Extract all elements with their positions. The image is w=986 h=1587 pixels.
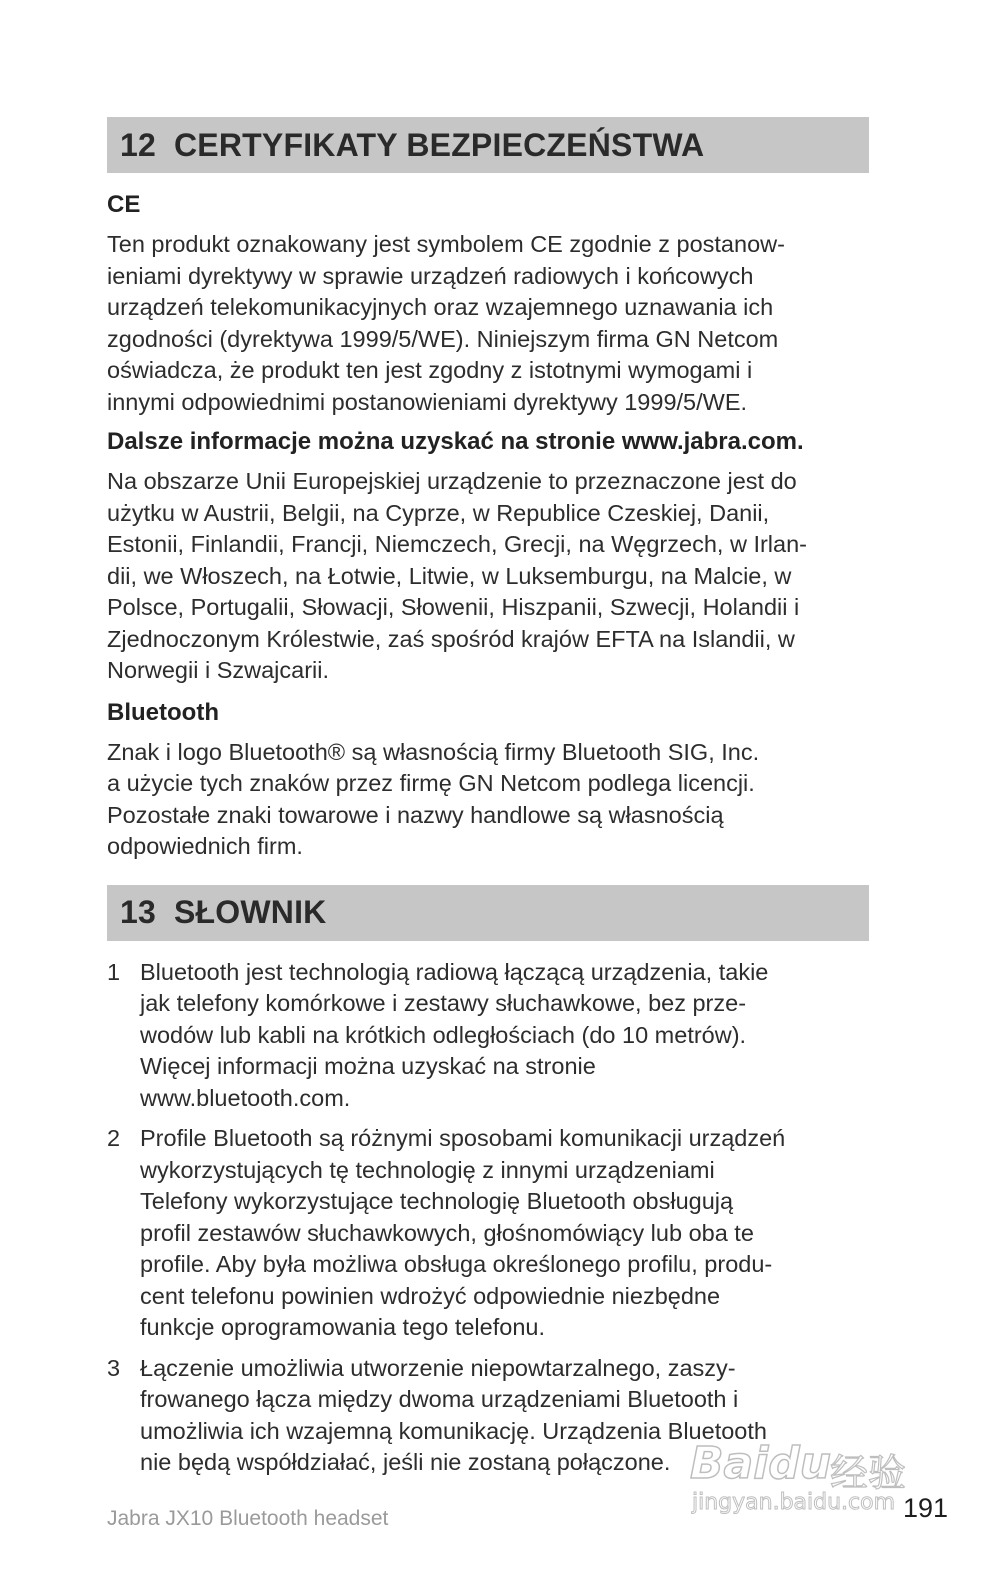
glossary-list	[107, 957, 869, 1479]
glossary-line: nie będą współdziałać, jeśli nie zostaną połączone.	[140, 1449, 671, 1475]
eu-line: Na obszarze Unii Europejskiej urządzenie to przeznaczone jest do	[107, 468, 797, 494]
glossary-line: Łączenie umożliwia utworzenie niepowtarzalnego, zaszy-	[140, 1354, 736, 1381]
glossary-line: www.bluetooth.com.	[140, 1084, 351, 1111]
glossary-line: Więcej informacji można uzyskać na stronie	[140, 1053, 596, 1079]
section-12-header	[107, 117, 869, 173]
eu-line: Norwegii i Szwajcarii.	[107, 657, 329, 683]
glossary-item-number: 1	[107, 958, 121, 985]
glossary-line: profile. Aby była możliwa obsługa określonego profilu, produ-	[140, 1251, 773, 1277]
glossary-line: cent telefonu powinien wdrożyć odpowiednie niezbędne	[140, 1282, 721, 1309]
section-13-header	[107, 885, 869, 941]
watermark-url: jingyan.baidu.com	[692, 1490, 896, 1515]
info-line: Dalsze informacje można uzyskać na stronie www.jabra.com.	[107, 428, 804, 455]
glossary-item-number: 2	[107, 1125, 121, 1151]
glossary-item-text	[140, 1123, 869, 1344]
glossary-line: funkcje oprogramowania tego telefonu.	[140, 1314, 545, 1340]
glossary-item	[107, 1353, 869, 1479]
ce-line: innymi odpowiednimi postanowieniami dyrektywy 1999/5/WE.	[107, 388, 748, 415]
glossary-item-number: 3	[107, 1354, 121, 1381]
bluetooth-paragraph	[107, 737, 869, 863]
page-number: 191	[902, 1493, 948, 1523]
glossary-line: Profile Bluetooth są różnymi sposobami komunikacji urządzeń	[140, 1125, 786, 1151]
bluetooth-line: odpowiednich firm.	[107, 833, 303, 859]
section-13-number: 13	[120, 894, 156, 930]
bluetooth-heading: Bluetooth	[107, 698, 219, 726]
glossary-line: Bluetooth jest technologią radiową łączącą urządzenia, takie	[140, 958, 769, 985]
eu-line: Zjednoczonym Królestwie, zaś spośród krajów EFTA na Islandii, w	[107, 625, 795, 652]
ce-heading: CE	[107, 191, 141, 218]
ce-line: urządzeń telekomunikacyjnych oraz wzajemnego uznawania ich	[107, 294, 774, 320]
watermark-logo: Baidu	[690, 1438, 832, 1489]
ce-line: oświadcza, że produkt ten jest zgodny z istotnymi wymogami i	[107, 357, 753, 383]
bluetooth-line: Znak i logo Bluetooth® są własnością firmy Bluetooth SIG, Inc.	[107, 738, 760, 765]
glossary-item-text	[140, 957, 869, 1115]
ce-line: ieniami dyrektywy w sprawie urządzeń radiowych i końcowych	[107, 262, 754, 289]
glossary-line: wodów lub kabli na krótkich odległościach (do 10 metrów).	[140, 1021, 747, 1048]
eu-line: dii, we Włoszech, na Łotwie, Litwie, w Luksemburgu, na Malcie, w	[107, 562, 792, 589]
page-content	[107, 117, 869, 1488]
eu-paragraph	[107, 466, 869, 687]
glossary-line: jak telefony komórkowe i zestawy słuchawkowe, bez prze-	[140, 990, 747, 1016]
bluetooth-line: Pozostałe znaki towarowe i nazwy handlowe są własnością	[107, 801, 724, 828]
glossary-line: frowanego łącza między dwoma urządzeniami Bluetooth i	[140, 1386, 739, 1412]
glossary-line: umożliwia ich wzajemną komunikację. Urządzenia Bluetooth	[140, 1417, 767, 1444]
footer-product: Jabra JX10 Bluetooth headset	[107, 1507, 389, 1530]
glossary-item-text	[140, 1353, 869, 1479]
section-12-title: CERTYFIKATY BEZPIECZEŃSTWA	[174, 126, 705, 163]
eu-line: użytku w Austrii, Belgii, na Cyprze, w Republice Czeskiej, Danii,	[107, 499, 770, 526]
ce-line: Ten produkt oznakowany jest symbolem CE zgodnie z postanow-	[107, 231, 785, 257]
glossary-item	[107, 1123, 869, 1344]
eu-line: Polsce, Portugalii, Słowacji, Słowenii, Hiszpanii, Szwecji, Holandii i	[107, 594, 800, 620]
section-12-number: 12	[120, 126, 156, 163]
glossary-line: wykorzystujących tę technologię z innymi urządzeniami	[140, 1156, 715, 1183]
watermark-chinese: 经验	[830, 1451, 907, 1495]
section-13-title: SŁOWNIK	[174, 894, 327, 930]
glossary-line: Telefony wykorzystujące technologię Bluetooth obsługują	[140, 1188, 734, 1214]
ce-paragraph	[107, 229, 869, 418]
ce-line: zgodności (dyrektywa 1999/5/WE). Niniejszym firma GN Netcom	[107, 325, 779, 352]
glossary-item	[107, 957, 869, 1115]
bluetooth-line: a użycie tych znaków przez firmę GN Netcom podlega licencji.	[107, 770, 755, 796]
eu-line: Estonii, Finlandii, Francji, Niemczech, Grecji, na Węgrzech, w Irlan-	[107, 531, 807, 557]
glossary-line: profil zestawów słuchawkowych, głośnomówiący lub oba te	[140, 1219, 754, 1246]
